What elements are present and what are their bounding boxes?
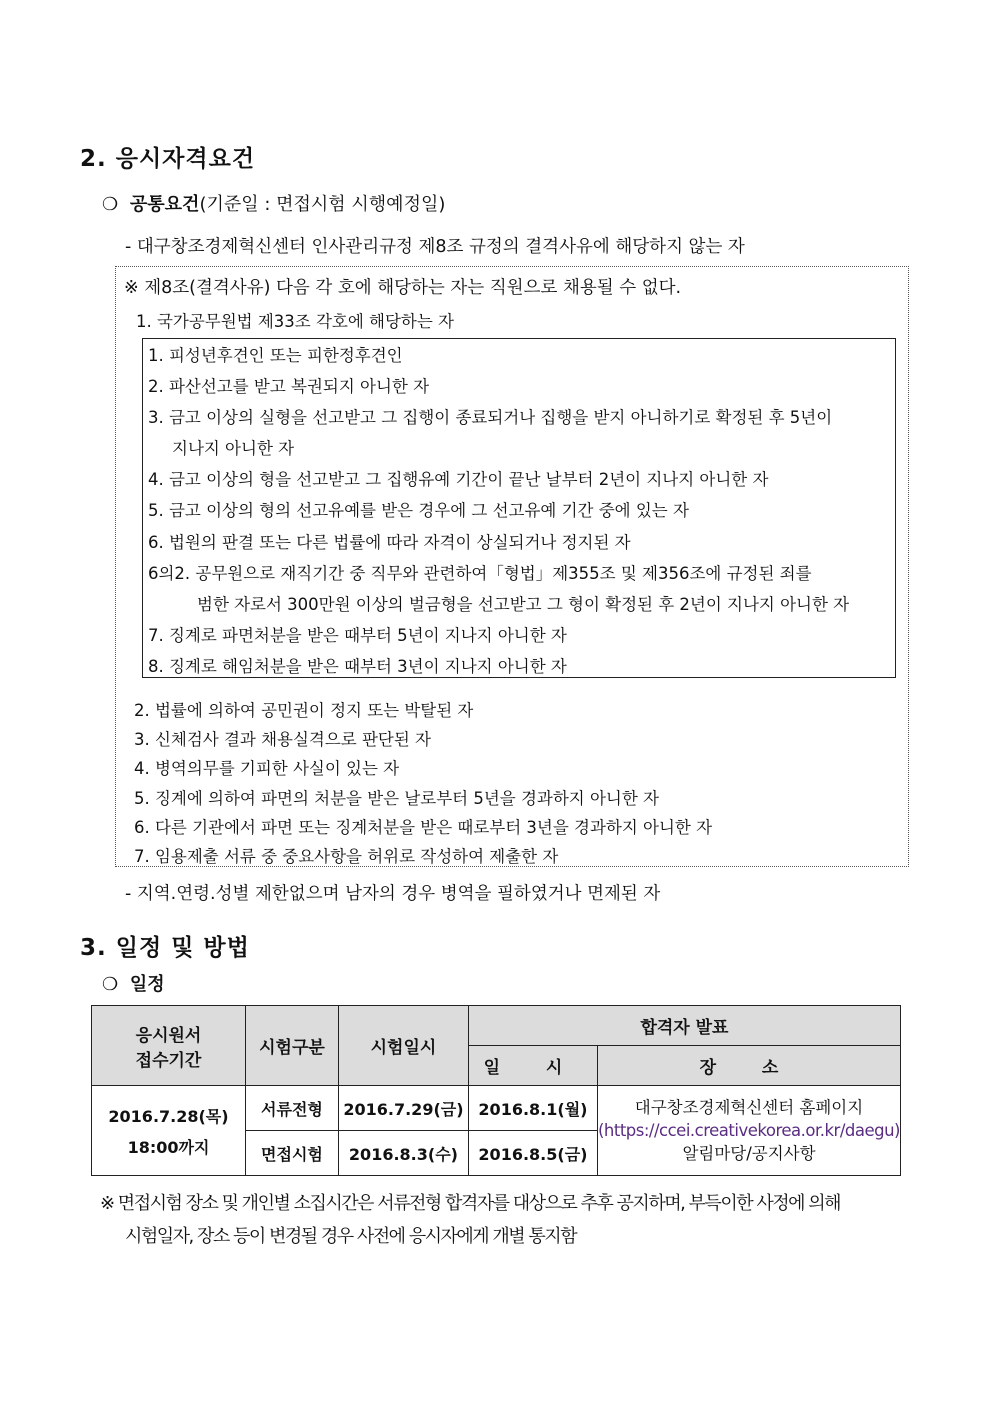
sub-item: 5. 금고 이상의 형의 선고유예를 받은 경우에 그 선고유예 기간 중에 있는 자	[148, 501, 689, 520]
sub-item: 7. 징계로 파면처분을 받은 때부터 5년이 지나지 아니한 자	[148, 626, 567, 645]
sub-item: 3. 금고 이상의 실형을 선고받고 그 집행이 종료되거나 집행을 받지 아니하기로 확정된 후 5년이	[148, 408, 833, 427]
circle-bullet-icon: ❍	[102, 194, 119, 215]
schedule-table	[91, 1005, 901, 1176]
table-cell-announce: 2016.8.1(월)	[468, 1086, 597, 1131]
note-line-2: 시험일자, 장소 등이 변경될 경우 사전에 응시자에게 개별 통지함	[125, 1226, 577, 1247]
disqualification-item: 2. 법률에 의하여 공민권이 정지 또는 박탈된 자	[134, 701, 474, 720]
disqualification-item: 6. 다른 기관에서 파면 또는 징계처분을 받은 때로부터 3년을 경과하지 아니한 자	[134, 818, 713, 837]
common-req-criterion: (기준일 : 면접시험 시행예정일)	[199, 194, 446, 215]
schedule-label: 일정	[129, 974, 165, 995]
section-2-heading: 2. 응시자격요건	[80, 146, 256, 172]
disqualification-item: 3. 신체검사 결과 채용실격으로 판단된 자	[134, 730, 431, 749]
header-announcement: 합격자 발표	[468, 1006, 900, 1046]
dash-item-2: - 지역.연령.성별 제한없으며 남자의 경우 병역을 필하였거나 면제된 자	[125, 884, 661, 904]
sub-item-continued: 지나지 아니한 자	[172, 439, 295, 458]
table-cell-type: 서류전형	[245, 1086, 338, 1131]
header-exam-type: 시험구분	[245, 1006, 338, 1086]
sub-item: 6. 법원의 판결 또는 다른 법률에 따라 자격이 상실되거나 정지된 자	[148, 533, 631, 552]
header-announcement-place: 장 소	[597, 1046, 900, 1086]
table-cell-announce: 2016.8.5(금)	[468, 1131, 597, 1176]
sub-item: 1. 피성년후견인 또는 피한정후견인	[148, 346, 403, 365]
table-cell-date: 2016.7.29(금)	[338, 1086, 468, 1131]
schedule-subheading	[102, 970, 165, 996]
disqualification-item-1: 1. 국가공무원법 제33조 각호에 해당하는 자	[136, 312, 454, 331]
announcement-place-cell: 대구창조경제혁신센터 홈페이지 (https://ccei.creativekorea.or.kr/daegu) 알림마당/공지사항	[597, 1086, 900, 1176]
table-cell-type: 면접시험	[245, 1131, 338, 1176]
section-3-heading: 3. 일정 및 방법	[80, 935, 250, 961]
header-announcement-date: 일 시	[468, 1046, 597, 1086]
header-exam-date: 시험일시	[338, 1006, 468, 1086]
disqualification-item: 5. 징계에 의하여 파면의 처분을 받은 날로부터 5년을 경과하지 아니한 자	[134, 789, 659, 808]
sub-item: 6의2. 공무원으로 재직기간 중 직무와 관련하여「형법」제355조 및 제356조에 규정된 죄를	[148, 564, 812, 583]
sub-item: 2. 파산선고를 받고 복권되지 아니한 자	[148, 377, 430, 396]
note-line-1: ※ 면접시험 장소 및 개인별 소집시간은 서류전형 합격자를 대상으로 추후 공지하며, 부득이한 사정에 의해	[100, 1193, 840, 1214]
application-period-cell: 2016.7.28(목) 18:00까지	[92, 1086, 246, 1176]
disqualification-item: 7. 임용제출 서류 중 중요사항을 허위로 작성하여 제출한 자	[134, 847, 559, 866]
disqualification-item: 4. 병역의무를 기피한 사실이 있는 자	[134, 759, 400, 778]
header-application-period: 응시원서 접수기간	[92, 1006, 246, 1086]
circle-bullet-icon: ❍	[102, 974, 119, 995]
disqualification-title: ※ 제8조(결격사유) 다음 각 호에 해당하는 자는 직원으로 채용될 수 없다.	[124, 278, 682, 298]
sub-item-continued: 범한 자로서 300만원 이상의 벌금형을 선고받고 그 형이 확정된 후 2년이 지나지 아니한 자	[197, 595, 850, 614]
homepage-link[interactable]: (https://ccei.creativekorea.or.kr/daegu)	[597, 1121, 900, 1140]
dash-item-1: - 대구창조경제혁신센터 인사관리규정 제8조 규정의 결격사유에 해당하지 않는 자	[125, 237, 745, 257]
sub-item: 4. 금고 이상의 형을 선고받고 그 집행유예 기간이 끝난 날부터 2년이 지나지 아니한 자	[148, 470, 769, 489]
common-requirements	[102, 190, 445, 216]
table-cell-date: 2016.8.3(수)	[338, 1131, 468, 1176]
sub-item: 8. 징계로 해임처분을 받은 때부터 3년이 지나지 아니한 자	[148, 657, 567, 676]
common-req-label: 공통요건	[129, 194, 200, 215]
